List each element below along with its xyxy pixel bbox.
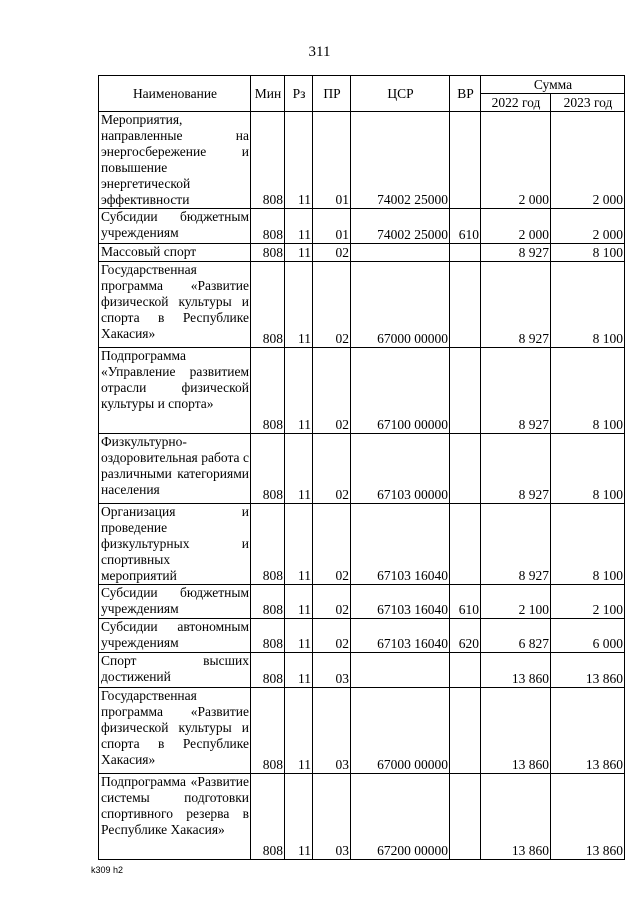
row-sum-2022: 2 100	[481, 585, 551, 619]
row-csr: 67103 16040	[351, 585, 450, 619]
header-summa: Сумма	[481, 76, 625, 94]
row-rz: 11	[285, 112, 313, 209]
row-name: Субсидии автономным учреждениям	[99, 619, 251, 653]
row-sum-2023: 8 100	[551, 504, 625, 585]
header-min: Мин	[251, 76, 285, 112]
row-sum-2022: 8 927	[481, 504, 551, 585]
row-min: 808	[251, 619, 285, 653]
row-vr	[450, 112, 481, 209]
row-vr: 620	[450, 619, 481, 653]
row-sum-2022: 13 860	[481, 688, 551, 774]
row-vr	[450, 434, 481, 504]
row-min: 808	[251, 112, 285, 209]
row-sum-2023: 13 860	[551, 688, 625, 774]
header-year-2023: 2023 год	[551, 94, 625, 112]
header-pr: ПР	[313, 76, 351, 112]
row-pr: 01	[313, 112, 351, 209]
row-min: 808	[251, 653, 285, 688]
row-name: Физкультурно-оздоровительная работа с различными категориями населения	[99, 434, 251, 504]
header-csr: ЦСР	[351, 76, 450, 112]
row-name: Государственная программа «Развитие физической культуры и спорта в Республике Хакасия»	[99, 688, 251, 774]
row-rz: 11	[285, 262, 313, 348]
row-csr: 67103 16040	[351, 619, 450, 653]
page-number: 311	[308, 44, 331, 60]
row-min: 808	[251, 262, 285, 348]
row-csr	[351, 653, 450, 688]
row-sum-2022: 8 927	[481, 434, 551, 504]
row-min: 808	[251, 504, 285, 585]
row-vr	[450, 244, 481, 262]
row-sum-2022: 6 827	[481, 619, 551, 653]
row-vr	[450, 348, 481, 434]
table-row	[99, 504, 625, 585]
row-csr: 67000 00000	[351, 262, 450, 348]
row-vr: 610	[450, 585, 481, 619]
row-sum-2022: 8 927	[481, 348, 551, 434]
row-csr: 67103 00000	[351, 434, 450, 504]
row-rz: 11	[285, 585, 313, 619]
row-vr	[450, 688, 481, 774]
row-csr: 67103 16040	[351, 504, 450, 585]
row-min: 808	[251, 585, 285, 619]
row-sum-2023: 6 000	[551, 619, 625, 653]
table-row	[99, 209, 625, 244]
row-rz: 11	[285, 774, 313, 860]
table-row	[99, 262, 625, 348]
row-csr	[351, 244, 450, 262]
row-name: Субсидии бюджетным учреждениям	[99, 209, 251, 244]
row-min: 808	[251, 209, 285, 244]
row-sum-2023: 8 100	[551, 244, 625, 262]
row-pr: 02	[313, 262, 351, 348]
row-name: Субсидии бюджетным учреждениям	[99, 585, 251, 619]
row-pr: 02	[313, 434, 351, 504]
row-name: Организация и проведение физкультурных и спортивных мероприятий	[99, 504, 251, 585]
row-pr: 02	[313, 619, 351, 653]
budget-table	[98, 75, 625, 860]
row-sum-2023: 13 860	[551, 653, 625, 688]
table-row	[99, 112, 625, 209]
row-sum-2023: 13 860	[551, 774, 625, 860]
row-rz: 11	[285, 688, 313, 774]
table-row	[99, 774, 625, 860]
row-csr: 74002 25000	[351, 112, 450, 209]
row-sum-2023: 8 100	[551, 434, 625, 504]
row-rz: 11	[285, 619, 313, 653]
table-row	[99, 244, 625, 262]
row-name: Мероприятия, направленные на энергосбережение и повышение энергетической эффективности	[99, 112, 251, 209]
row-min: 808	[251, 244, 285, 262]
row-rz: 11	[285, 504, 313, 585]
table-row	[99, 619, 625, 653]
row-sum-2022: 2 000	[481, 112, 551, 209]
row-sum-2022: 13 860	[481, 774, 551, 860]
table-row	[99, 585, 625, 619]
row-sum-2022: 8 927	[481, 262, 551, 348]
row-name: Государственная программа «Развитие физической культуры и спорта в Республике Хакасия»	[99, 262, 251, 348]
row-csr: 67100 00000	[351, 348, 450, 434]
header-vr: ВР	[450, 76, 481, 112]
row-sum-2023: 2 100	[551, 585, 625, 619]
row-name: Спорт высших достижений	[99, 653, 251, 688]
header-rz: Рз	[285, 76, 313, 112]
table-row	[99, 434, 625, 504]
table-row	[99, 653, 625, 688]
row-pr: 02	[313, 504, 351, 585]
header-name: Наименование	[99, 76, 251, 112]
row-pr: 03	[313, 774, 351, 860]
row-pr: 01	[313, 209, 351, 244]
row-pr: 03	[313, 653, 351, 688]
row-vr	[450, 504, 481, 585]
row-vr	[450, 653, 481, 688]
row-name: Подпрограмма «Управление развитием отрасли физической культуры и спорта»	[99, 348, 251, 434]
row-sum-2023: 8 100	[551, 348, 625, 434]
row-pr: 02	[313, 348, 351, 434]
row-vr	[450, 262, 481, 348]
row-sum-2023: 8 100	[551, 262, 625, 348]
row-sum-2022: 13 860	[481, 653, 551, 688]
row-sum-2023: 2 000	[551, 112, 625, 209]
table-row	[99, 348, 625, 434]
row-min: 808	[251, 688, 285, 774]
row-sum-2022: 2 000	[481, 209, 551, 244]
row-rz: 11	[285, 209, 313, 244]
row-min: 808	[251, 774, 285, 860]
row-rz: 11	[285, 653, 313, 688]
row-csr: 67200 00000	[351, 774, 450, 860]
footer-code: k309 h2	[91, 865, 124, 875]
header-year-2022: 2022 год	[481, 94, 551, 112]
row-rz: 11	[285, 244, 313, 262]
row-pr: 02	[313, 585, 351, 619]
table-row	[99, 688, 625, 774]
row-vr: 610	[450, 209, 481, 244]
row-name: Подпрограмма «Развитие системы подготовки спортивного резерва в Республике Хакасия»	[99, 774, 251, 860]
row-name: Массовый спорт	[99, 244, 251, 262]
row-rz: 11	[285, 434, 313, 504]
row-csr: 74002 25000	[351, 209, 450, 244]
row-pr: 03	[313, 688, 351, 774]
row-min: 808	[251, 434, 285, 504]
row-sum-2023: 2 000	[551, 209, 625, 244]
row-csr: 67000 00000	[351, 688, 450, 774]
row-rz: 11	[285, 348, 313, 434]
row-vr	[450, 774, 481, 860]
row-pr: 02	[313, 244, 351, 262]
row-min: 808	[251, 348, 285, 434]
row-sum-2022: 8 927	[481, 244, 551, 262]
